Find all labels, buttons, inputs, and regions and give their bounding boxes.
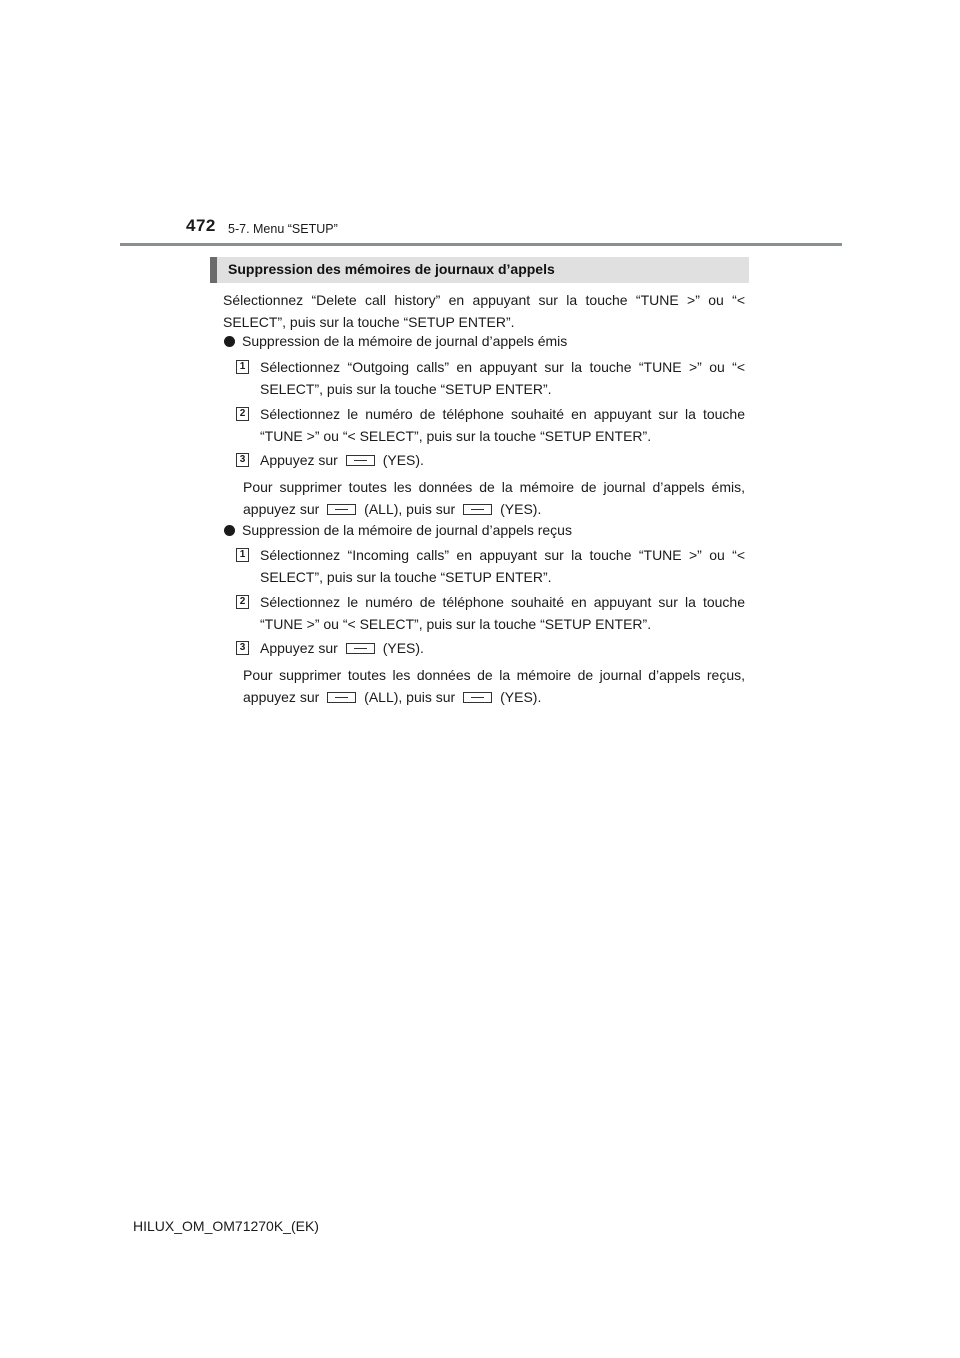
outgoing-step-2: Sélectionnez le numéro de téléphone souhaité en appuyant sur la touche “TUNE >” ou “< SELECT”, puis sur la touche “SETUP ENTER”. bbox=[260, 406, 745, 444]
intro-paragraph: Sélectionnez “Delete call history” en appuyant sur la touche “TUNE >” ou “< SELECT”, puis sur la touche “SETUP ENTER”. bbox=[223, 292, 745, 330]
soft-key-icon bbox=[327, 692, 356, 703]
bullet-outgoing-text: Suppression de la mémoire de journal d’appels émis bbox=[242, 333, 568, 349]
page-number: 472 bbox=[186, 216, 216, 235]
outgoing-step-3 bbox=[260, 449, 745, 471]
step-number-1: 1 bbox=[236, 548, 249, 562]
step-number-1: 1 bbox=[236, 360, 249, 374]
soft-key-icon bbox=[463, 504, 492, 515]
bullet-outgoing bbox=[224, 330, 567, 352]
section-reference: 5-7. Menu “SETUP” bbox=[228, 222, 338, 236]
step-number-3: 3 bbox=[236, 453, 249, 467]
footer-document-code: HILUX_OM_OM71270K_(EK) bbox=[133, 1218, 319, 1234]
incoming-step-3 bbox=[260, 637, 745, 659]
note-text: Pour supprimer toutes les données de la mémoire de journal d’appels émis, appuyez sur bbox=[243, 479, 745, 517]
soft-key-icon bbox=[463, 692, 492, 703]
step-3-suffix: (YES). bbox=[382, 452, 424, 468]
bullet-dot-icon bbox=[224, 336, 235, 347]
incoming-step-1: Sélectionnez “Incoming calls” en appuyant sur la touche “TUNE >” ou “< SELECT”, puis sur la touche “SETUP ENTER”. bbox=[260, 547, 745, 585]
step-number-2: 2 bbox=[236, 595, 249, 609]
note-text-end: (YES). bbox=[500, 501, 542, 517]
step-3-text: Appuyez sur bbox=[260, 452, 338, 468]
section-title: Suppression des mémoires de journaux d’appels bbox=[228, 261, 555, 277]
soft-key-icon bbox=[346, 643, 375, 654]
step-number-3: 3 bbox=[236, 641, 249, 655]
step-3-suffix: (YES). bbox=[382, 640, 424, 656]
bullet-dot-icon bbox=[224, 525, 235, 536]
step-3-text: Appuyez sur bbox=[260, 640, 338, 656]
header-rule bbox=[120, 243, 842, 246]
outgoing-step-1: Sélectionnez “Outgoing calls” en appuyant sur la touche “TUNE >” ou “< SELECT”, puis sur la touche “SETUP ENTER”. bbox=[260, 359, 745, 397]
outgoing-note bbox=[243, 476, 745, 520]
note-text-mid: (ALL), puis sur bbox=[364, 689, 456, 705]
soft-key-icon bbox=[346, 455, 375, 466]
note-text-end: (YES). bbox=[500, 689, 542, 705]
note-text-mid: (ALL), puis sur bbox=[364, 501, 456, 517]
note-text: Pour supprimer toutes les données de la mémoire de journal d’appels reçus, appuyez sur bbox=[243, 667, 745, 705]
step-number-2: 2 bbox=[236, 407, 249, 421]
bullet-incoming-text: Suppression de la mémoire de journal d’appels reçus bbox=[242, 522, 572, 538]
incoming-note bbox=[243, 664, 745, 708]
incoming-step-2: Sélectionnez le numéro de téléphone souhaité en appuyant sur la touche “TUNE >” ou “< SELECT”, puis sur la touche “SETUP ENTER”. bbox=[260, 594, 745, 632]
section-title-bar bbox=[210, 257, 749, 283]
bullet-incoming bbox=[224, 519, 572, 541]
soft-key-icon bbox=[327, 504, 356, 515]
